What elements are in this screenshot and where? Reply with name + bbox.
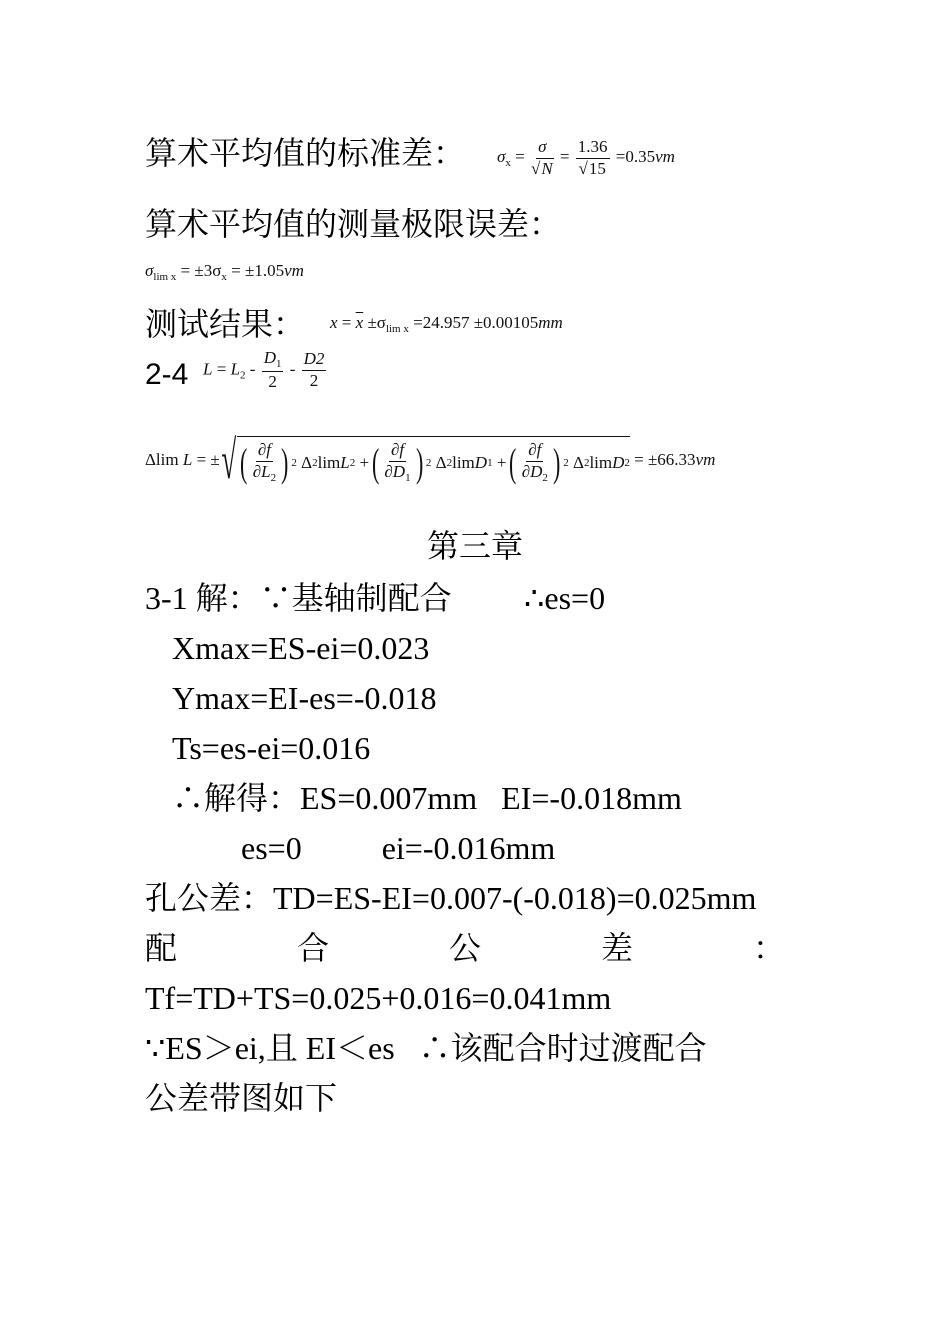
problem-3-1-es: ∴es=0 bbox=[524, 580, 606, 616]
problem-2-4-formula: $L = L_2$ - $\frac{D_1}{2}$ - $\frac{D2}{2}$ bbox=[203, 348, 325, 392]
ts-line: Ts=es-ei=0.016 bbox=[172, 730, 371, 766]
fraction-value: $\frac{1.36}{√15}$ bbox=[577, 137, 608, 178]
std-formula: $\sigma_x$ = $\frac{\sigma}{√N}$ = $\frac{1.36}{√15}$ =0.35vm bbox=[497, 137, 675, 178]
limit-formula: $\sigma_{lim x} = \pm 3\sigma_x = \pm 1.05vm$ bbox=[145, 261, 304, 283]
tf-line: Tf=TD+TS=0.025+0.016=0.041mm bbox=[145, 980, 612, 1016]
fit-tolerance-label: 配 合 公 差 ： bbox=[145, 930, 785, 966]
solve-line: ∴解得：ES=0.007mm EI=-0.018mm bbox=[172, 780, 682, 816]
chapter-heading: 第三章 bbox=[426, 528, 523, 564]
std-label: 算术平均值的标准差： bbox=[145, 135, 466, 171]
delta-lim-formula: Δlim L = ± √ ( $\frac{\partial f}{\partial L_2}$ ) 2 Δ 2 lim L 2 + ( $\frac{\partial f}{\partial D_1}$ ) 2 Δ 2 lim D 1 + ( $\frac{\partial f}{\partial D_2}$ ) 2 Δ 2 lim D 2 = ±66.33 vm bbox=[145, 430, 716, 490]
ymax-line: Ymax=EI-es=-0.018 bbox=[172, 680, 437, 716]
result-label: 测试结果： bbox=[145, 306, 306, 342]
problem-2-4-label: 2-4 bbox=[145, 358, 189, 391]
es-ei-line: es=0 ei=-0.016mm bbox=[241, 830, 556, 866]
fraction-sigma-over-sqrtN: $\frac{\sigma}{√N}$ bbox=[530, 137, 553, 178]
problem-3-1-intro: 3-1 解：∵基轴制配合 bbox=[145, 580, 452, 616]
sqrt-body: ( $\frac{\partial f}{\partial L_2}$ ) 2 Δ 2 lim L 2 + ( $\frac{\partial f}{\partial D_1}$ ) 2 Δ 2 lim D 1 + ( $\frac{\partial f}{\partial D_2}$ ) 2 Δ 2 lim D 2 bbox=[237, 436, 630, 484]
sigma-symbol: σ bbox=[497, 147, 506, 167]
sqrt-sign: √ bbox=[221, 430, 236, 490]
result-formula: $x = \overline{x} \pm\sigma_{lim x} =24.957 \pm 0.00105mm$ bbox=[330, 313, 563, 335]
limit-label: 算术平均值的测量极限误差： bbox=[145, 206, 562, 242]
hole-tolerance-line: 孔公差：TD=ES-EI=0.007-(-0.018)=0.025mm bbox=[145, 880, 757, 916]
conclusion-line: ∵ES＞ei,且 EI＜es ∴该配合时过渡配合 bbox=[145, 1030, 707, 1066]
xmax-line: Xmax=ES-ei=0.023 bbox=[172, 630, 430, 666]
diagram-caption: 公差带图如下 bbox=[145, 1080, 338, 1116]
